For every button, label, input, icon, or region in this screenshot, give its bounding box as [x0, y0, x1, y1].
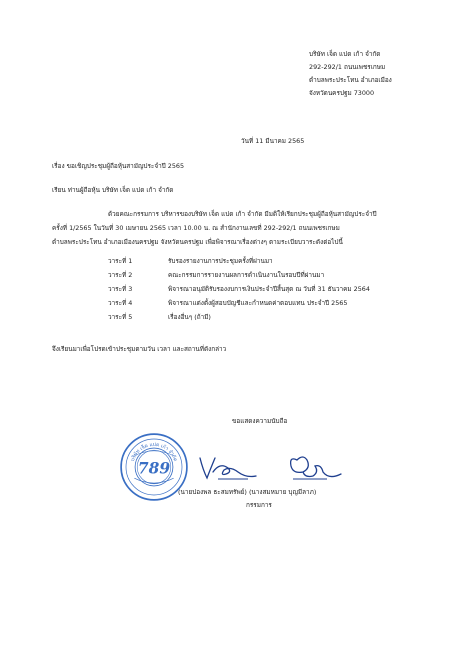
body-line-3: ตำบลพระประโทน อำเภอเมืองนครปฐม จังหวัดนครปฐม เพื่อพิจารณาเรื่องต่างๆ ตามระเบียบวาระดังต่อไปนี้: [52, 238, 343, 246]
regards-text: ขอแสดงความนับถือ: [232, 417, 288, 425]
agenda-text: พิจารณาแต่งตั้งผู้สอบบัญชีและกำหนดค่าตอบแทน ประจำปี 2565: [168, 299, 348, 307]
sender-address-line2: ตำบลพระประโทน อำเภอเมือง: [309, 76, 392, 84]
agenda-text: คณะกรรมการรายงานผลการดำเนินงานในรอบปีที่ผ่านมา: [168, 271, 325, 279]
agenda-number: วาระที่ 2: [108, 271, 133, 279]
agenda-number: วาระที่ 1: [108, 257, 133, 265]
agenda-number: วาระที่ 5: [108, 313, 133, 321]
seal-number: 789: [137, 459, 171, 478]
agenda-text: พิจารณาอนุมัติรับรองงบการเงินประจำปีสิ้นสุด ณ วันที่ 31 ธันวาคม 2564: [168, 285, 370, 293]
closing-text: จึงเรียนมาเพื่อโปรดเข้าประชุมตามวัน เวลา และสถานที่ดังกล่าว: [52, 345, 227, 353]
body-line-2: ครั้งที่ 1/2565 ในวันที่ 30 เมษายน 2565 เวลา 10.00 น. ณ สำนักงานเลขที่ 292-292/1 ถนนเพชรเกษม: [52, 224, 340, 232]
agenda-number: วาระที่ 3: [108, 285, 133, 293]
agenda-item: [108, 284, 428, 294]
signer-names: (นายปองพล ธะสมทรัพย์) (นางสมหมาย บุญมีลาภ): [178, 488, 317, 496]
agenda-text: เรื่องอื่นๆ (ถ้ามี): [168, 313, 211, 321]
sender-address-line3: จังหวัดนครปฐม 73000: [309, 89, 375, 97]
letter-date: วันที่ 11 มีนาคม 2565: [241, 137, 305, 145]
agenda-item: [108, 270, 428, 280]
agenda-item: [108, 312, 428, 322]
body-line-1: ด้วยคณะกรรมการ บริหารของบริษัท เจ็ด แปด เก้า จำกัด มีมติให้เรียกประชุมผู้ถือหุ้นสามัญประจำปี: [108, 210, 377, 218]
agenda-number: วาระที่ 4: [108, 299, 133, 307]
letter-recipient: เรียน ท่านผู้ถือหุ้น บริษัท เจ็ด แปด เก้า จำกัด: [52, 186, 174, 194]
signature-1: [198, 452, 260, 482]
agenda-text: รับรองรายงานการประชุมครั้งที่ผ่านมา: [168, 257, 273, 265]
seal-ring-text: บริษัท เจ็ด แปด เก้า จำกัด: [129, 441, 179, 463]
signature-2: [283, 450, 345, 482]
sender-company: บริษัท เจ็ด แปด เก้า จำกัด: [309, 50, 381, 58]
agenda-item: [108, 256, 428, 266]
agenda-item: [108, 298, 428, 308]
letter-subject: เรื่อง ขอเชิญประชุมผู้ถือหุ้นสามัญประจำปี 2565: [52, 162, 185, 170]
signer-title: กรรมการ: [246, 501, 272, 509]
sender-address-line1: 292-292/1 ถนนเพชรเกษม: [309, 63, 386, 71]
